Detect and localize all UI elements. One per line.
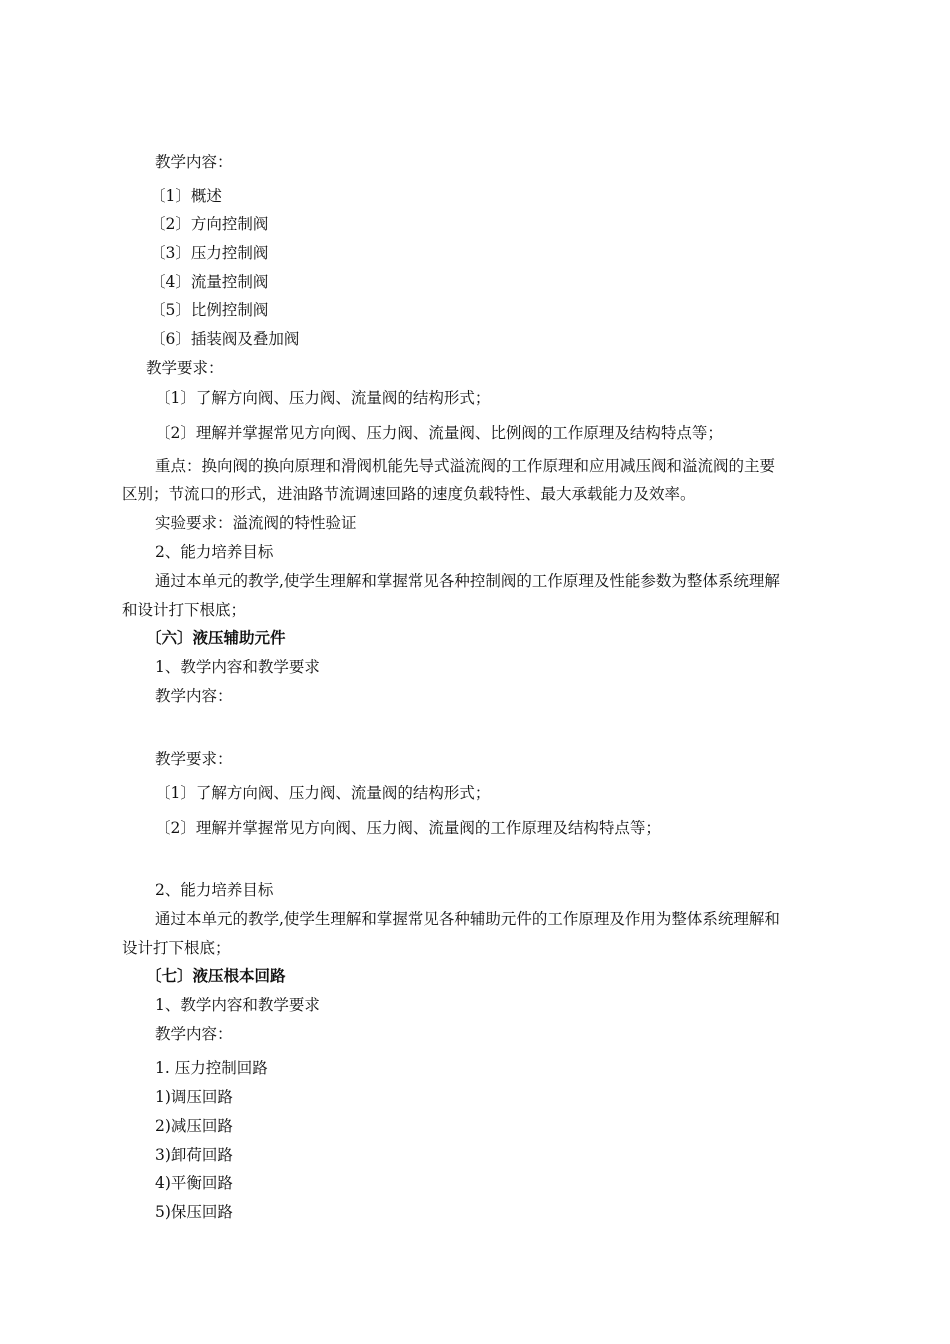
- requirement-item: 〔1〕了解方向阀、压力阀、流量阀的结构形式；: [155, 389, 491, 407]
- requirements-heading: 教学要求：: [146, 359, 224, 377]
- requirements-heading: 教学要求：: [155, 750, 233, 768]
- key-points-line: 区别；节流口的形式，进油路节流调速回路的速度负载特性、最大承载能力及效率。: [122, 485, 696, 503]
- content-item: 〔3〕压力控制阀: [150, 244, 269, 262]
- content-sub-item: 2)减压回路: [155, 1117, 233, 1135]
- content-heading: 教学内容：: [155, 1025, 233, 1043]
- section-title: 〔六〕液压辅助元件: [146, 629, 286, 647]
- content-item: 〔2〕方向控制阀: [150, 215, 269, 233]
- content-item: 〔1〕概述: [150, 187, 222, 205]
- ability-paragraph-line: 和设计打下根底；: [122, 601, 247, 619]
- sub-heading: 1、教学内容和教学要求: [155, 996, 320, 1014]
- section-title: 〔七〕液压根本回路: [146, 967, 286, 985]
- content-item: 〔5〕比例控制阀: [150, 301, 269, 319]
- key-points-line: 重点：换向阀的换向原理和滑阀机能先导式溢流阀的工作原理和应用减压阀和溢流阀的主要: [155, 457, 776, 475]
- content-sub-item: 5)保压回路: [155, 1203, 233, 1221]
- requirement-item: 〔2〕理解并掌握常见方向阀、压力阀、流量阀的工作原理及结构特点等；: [155, 819, 661, 837]
- requirement-item: 〔2〕理解并掌握常见方向阀、压力阀、流量阀、比例阀的工作原理及结构特点等；: [155, 424, 723, 442]
- ability-paragraph-line: 设计打下根底；: [122, 939, 231, 957]
- content-item: 〔6〕插装阀及叠加阀: [150, 330, 300, 348]
- content-item: 〔4〕流量控制阀: [150, 273, 269, 291]
- content-heading: 教学内容：: [155, 687, 233, 705]
- requirement-item: 〔1〕了解方向阀、压力阀、流量阀的结构形式；: [155, 784, 491, 802]
- content-sub-item: 4)平衡回路: [155, 1174, 233, 1192]
- content-sub-item: 3)卸荷回路: [155, 1146, 233, 1164]
- ability-paragraph-line: 通过本单元的教学,使学生理解和掌握常见各种辅助元件的工作原理及作用为整体系统理解和: [155, 910, 780, 928]
- ability-heading: 2、能力培养目标: [155, 881, 274, 899]
- sub-heading: 1、教学内容和教学要求: [155, 658, 320, 676]
- content-sub-item: 1)调压回路: [155, 1088, 233, 1106]
- ability-paragraph-line: 通过本单元的教学,使学生理解和掌握常见各种控制阀的工作原理及性能参数为整体系统理解: [155, 572, 780, 590]
- content-item: 1. 压力控制回路: [155, 1059, 268, 1077]
- content-heading: 教学内容：: [155, 153, 233, 171]
- ability-heading: 2、能力培养目标: [155, 543, 274, 561]
- experiment-requirement: 实验要求：溢流阀的特性验证: [155, 514, 357, 532]
